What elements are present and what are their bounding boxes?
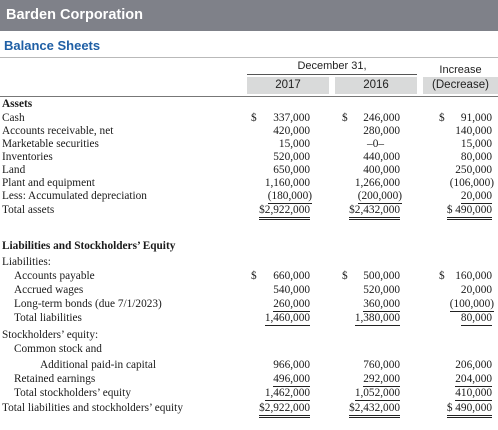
value-2016: 520,000 bbox=[363, 284, 400, 296]
value-change: 140,000 bbox=[455, 125, 492, 137]
row-label: Less: Accumulated depreciation bbox=[2, 190, 147, 202]
value-2016: 246,000 bbox=[363, 112, 400, 124]
table-row bbox=[0, 177, 498, 190]
value-change: (106,000) bbox=[449, 177, 494, 189]
liabilities-heading-row bbox=[0, 256, 498, 269]
value-2017: (180,000) bbox=[267, 190, 312, 202]
value-change: 80,000 bbox=[460, 151, 492, 163]
table-row-total bbox=[0, 204, 498, 217]
value-change: 15,000 bbox=[460, 138, 492, 150]
row-label: Retained earnings bbox=[14, 373, 96, 385]
year-2017-header: 2017 bbox=[247, 77, 329, 94]
row-label: Additional paid-in capital bbox=[40, 359, 157, 371]
value-2017: 660,000 bbox=[273, 270, 310, 282]
row-label: Total assets bbox=[2, 204, 55, 216]
value-2016: 360,000 bbox=[363, 298, 400, 310]
row-label: Accounts receivable, net bbox=[2, 125, 114, 137]
value-2017: 496,000 bbox=[273, 373, 310, 385]
date-header-rule bbox=[247, 74, 417, 75]
value-2016: 1,380,000 bbox=[354, 312, 400, 324]
value-change: 91,000 bbox=[460, 112, 492, 124]
value-2017: $2,922,000 bbox=[259, 402, 310, 418]
value-2016: 1,266,000 bbox=[354, 177, 400, 189]
table-row bbox=[0, 138, 498, 151]
value-2017: 337,000 bbox=[273, 112, 310, 124]
change-header-line2: (Decrease) bbox=[423, 77, 498, 94]
value-2016: 400,000 bbox=[363, 164, 400, 176]
table-row bbox=[0, 373, 498, 386]
value-change: 204,000 bbox=[455, 373, 492, 385]
value-2017: 1,462,000 bbox=[264, 387, 310, 399]
value-2016: 760,000 bbox=[363, 359, 400, 371]
currency-symbol: $ bbox=[251, 270, 257, 282]
value-2017: 966,000 bbox=[273, 359, 310, 371]
value-change: 20,000 bbox=[460, 284, 492, 296]
value-change: 410,000 bbox=[455, 387, 492, 399]
table-row-subtotal bbox=[0, 387, 498, 400]
currency-symbol: $ bbox=[439, 112, 445, 124]
row-label: Total stockholders’ equity bbox=[14, 387, 131, 399]
row-label: Land bbox=[2, 164, 26, 176]
value-2016: $2,432,000 bbox=[349, 402, 400, 418]
value-change: 250,000 bbox=[455, 164, 492, 176]
value-2017: 540,000 bbox=[273, 284, 310, 296]
row-label: Marketable securities bbox=[2, 138, 99, 150]
value-2016: (200,000) bbox=[357, 190, 402, 202]
table-row bbox=[0, 270, 498, 283]
table-row bbox=[0, 112, 498, 125]
value-2017: $2,922,000 bbox=[259, 204, 310, 220]
header-rule bbox=[0, 96, 498, 97]
value-2016: 500,000 bbox=[363, 270, 400, 282]
common-stock-heading-row bbox=[0, 343, 498, 356]
value-2017: 420,000 bbox=[273, 125, 310, 137]
value-2016: 1,052,000 bbox=[354, 387, 400, 399]
equity-heading: Stockholders’ equity: bbox=[2, 329, 99, 341]
value-change: 20,000 bbox=[460, 190, 492, 202]
page-title: Barden Corporation bbox=[0, 0, 498, 31]
value-change: (100,000) bbox=[449, 298, 494, 310]
table-row-total bbox=[0, 402, 498, 415]
currency-symbol: $ bbox=[342, 112, 348, 124]
change-header-line1: Increase bbox=[439, 64, 482, 76]
value-2017: 520,000 bbox=[273, 151, 310, 163]
table-row bbox=[0, 125, 498, 138]
table-row bbox=[0, 164, 498, 177]
date-header: December 31, bbox=[297, 60, 367, 72]
value-change: $ 490,000 bbox=[447, 402, 492, 418]
liabilities-heading: Liabilities: bbox=[2, 256, 51, 268]
row-label: Inventories bbox=[2, 151, 53, 163]
value-2017: 650,000 bbox=[273, 164, 310, 176]
value-2016: –0– bbox=[367, 138, 384, 150]
value-change: 80,000 bbox=[460, 312, 492, 324]
lse-heading-row bbox=[0, 242, 498, 255]
row-label: Accounts payable bbox=[14, 270, 95, 282]
currency-symbol: $ bbox=[342, 270, 348, 282]
lse-heading: Liabilities and Stockholders’ Equity bbox=[2, 240, 176, 252]
divider bbox=[0, 57, 498, 58]
assets-heading: Assets bbox=[2, 98, 33, 110]
table-row-subtotal bbox=[0, 312, 498, 325]
year-2016-header: 2016 bbox=[335, 77, 417, 94]
table-row bbox=[0, 284, 498, 297]
value-2016: 440,000 bbox=[363, 151, 400, 163]
row-label: Total liabilities and stockholders’ equity bbox=[2, 402, 183, 414]
statement-subtitle: Balance Sheets bbox=[4, 38, 101, 53]
value-2017: 1,160,000 bbox=[264, 177, 310, 189]
currency-symbol: $ bbox=[439, 270, 445, 282]
value-2017: 15,000 bbox=[278, 138, 310, 150]
table-row bbox=[0, 151, 498, 164]
table-row bbox=[0, 359, 498, 372]
value-change: $ 490,000 bbox=[447, 204, 492, 220]
row-label: Cash bbox=[2, 112, 25, 124]
value-2016: $2,432,000 bbox=[349, 204, 400, 220]
currency-symbol: $ bbox=[251, 112, 257, 124]
value-change: 206,000 bbox=[455, 359, 492, 371]
assets-heading-row bbox=[0, 98, 498, 111]
value-2017: 1,460,000 bbox=[264, 312, 310, 324]
value-change: 160,000 bbox=[455, 270, 492, 282]
value-2016: 292,000 bbox=[363, 373, 400, 385]
table-row bbox=[0, 298, 498, 311]
value-2017: 260,000 bbox=[273, 298, 310, 310]
row-label: Long-term bonds (due 7/1/2023) bbox=[14, 298, 162, 310]
row-label: Plant and equipment bbox=[2, 177, 95, 189]
common-stock-heading: Common stock and bbox=[14, 343, 102, 355]
row-label: Total liabilities bbox=[14, 312, 82, 324]
row-label: Accrued wages bbox=[14, 284, 84, 296]
equity-heading-row bbox=[0, 329, 498, 342]
table-row bbox=[0, 190, 498, 203]
value-2016: 280,000 bbox=[363, 125, 400, 137]
